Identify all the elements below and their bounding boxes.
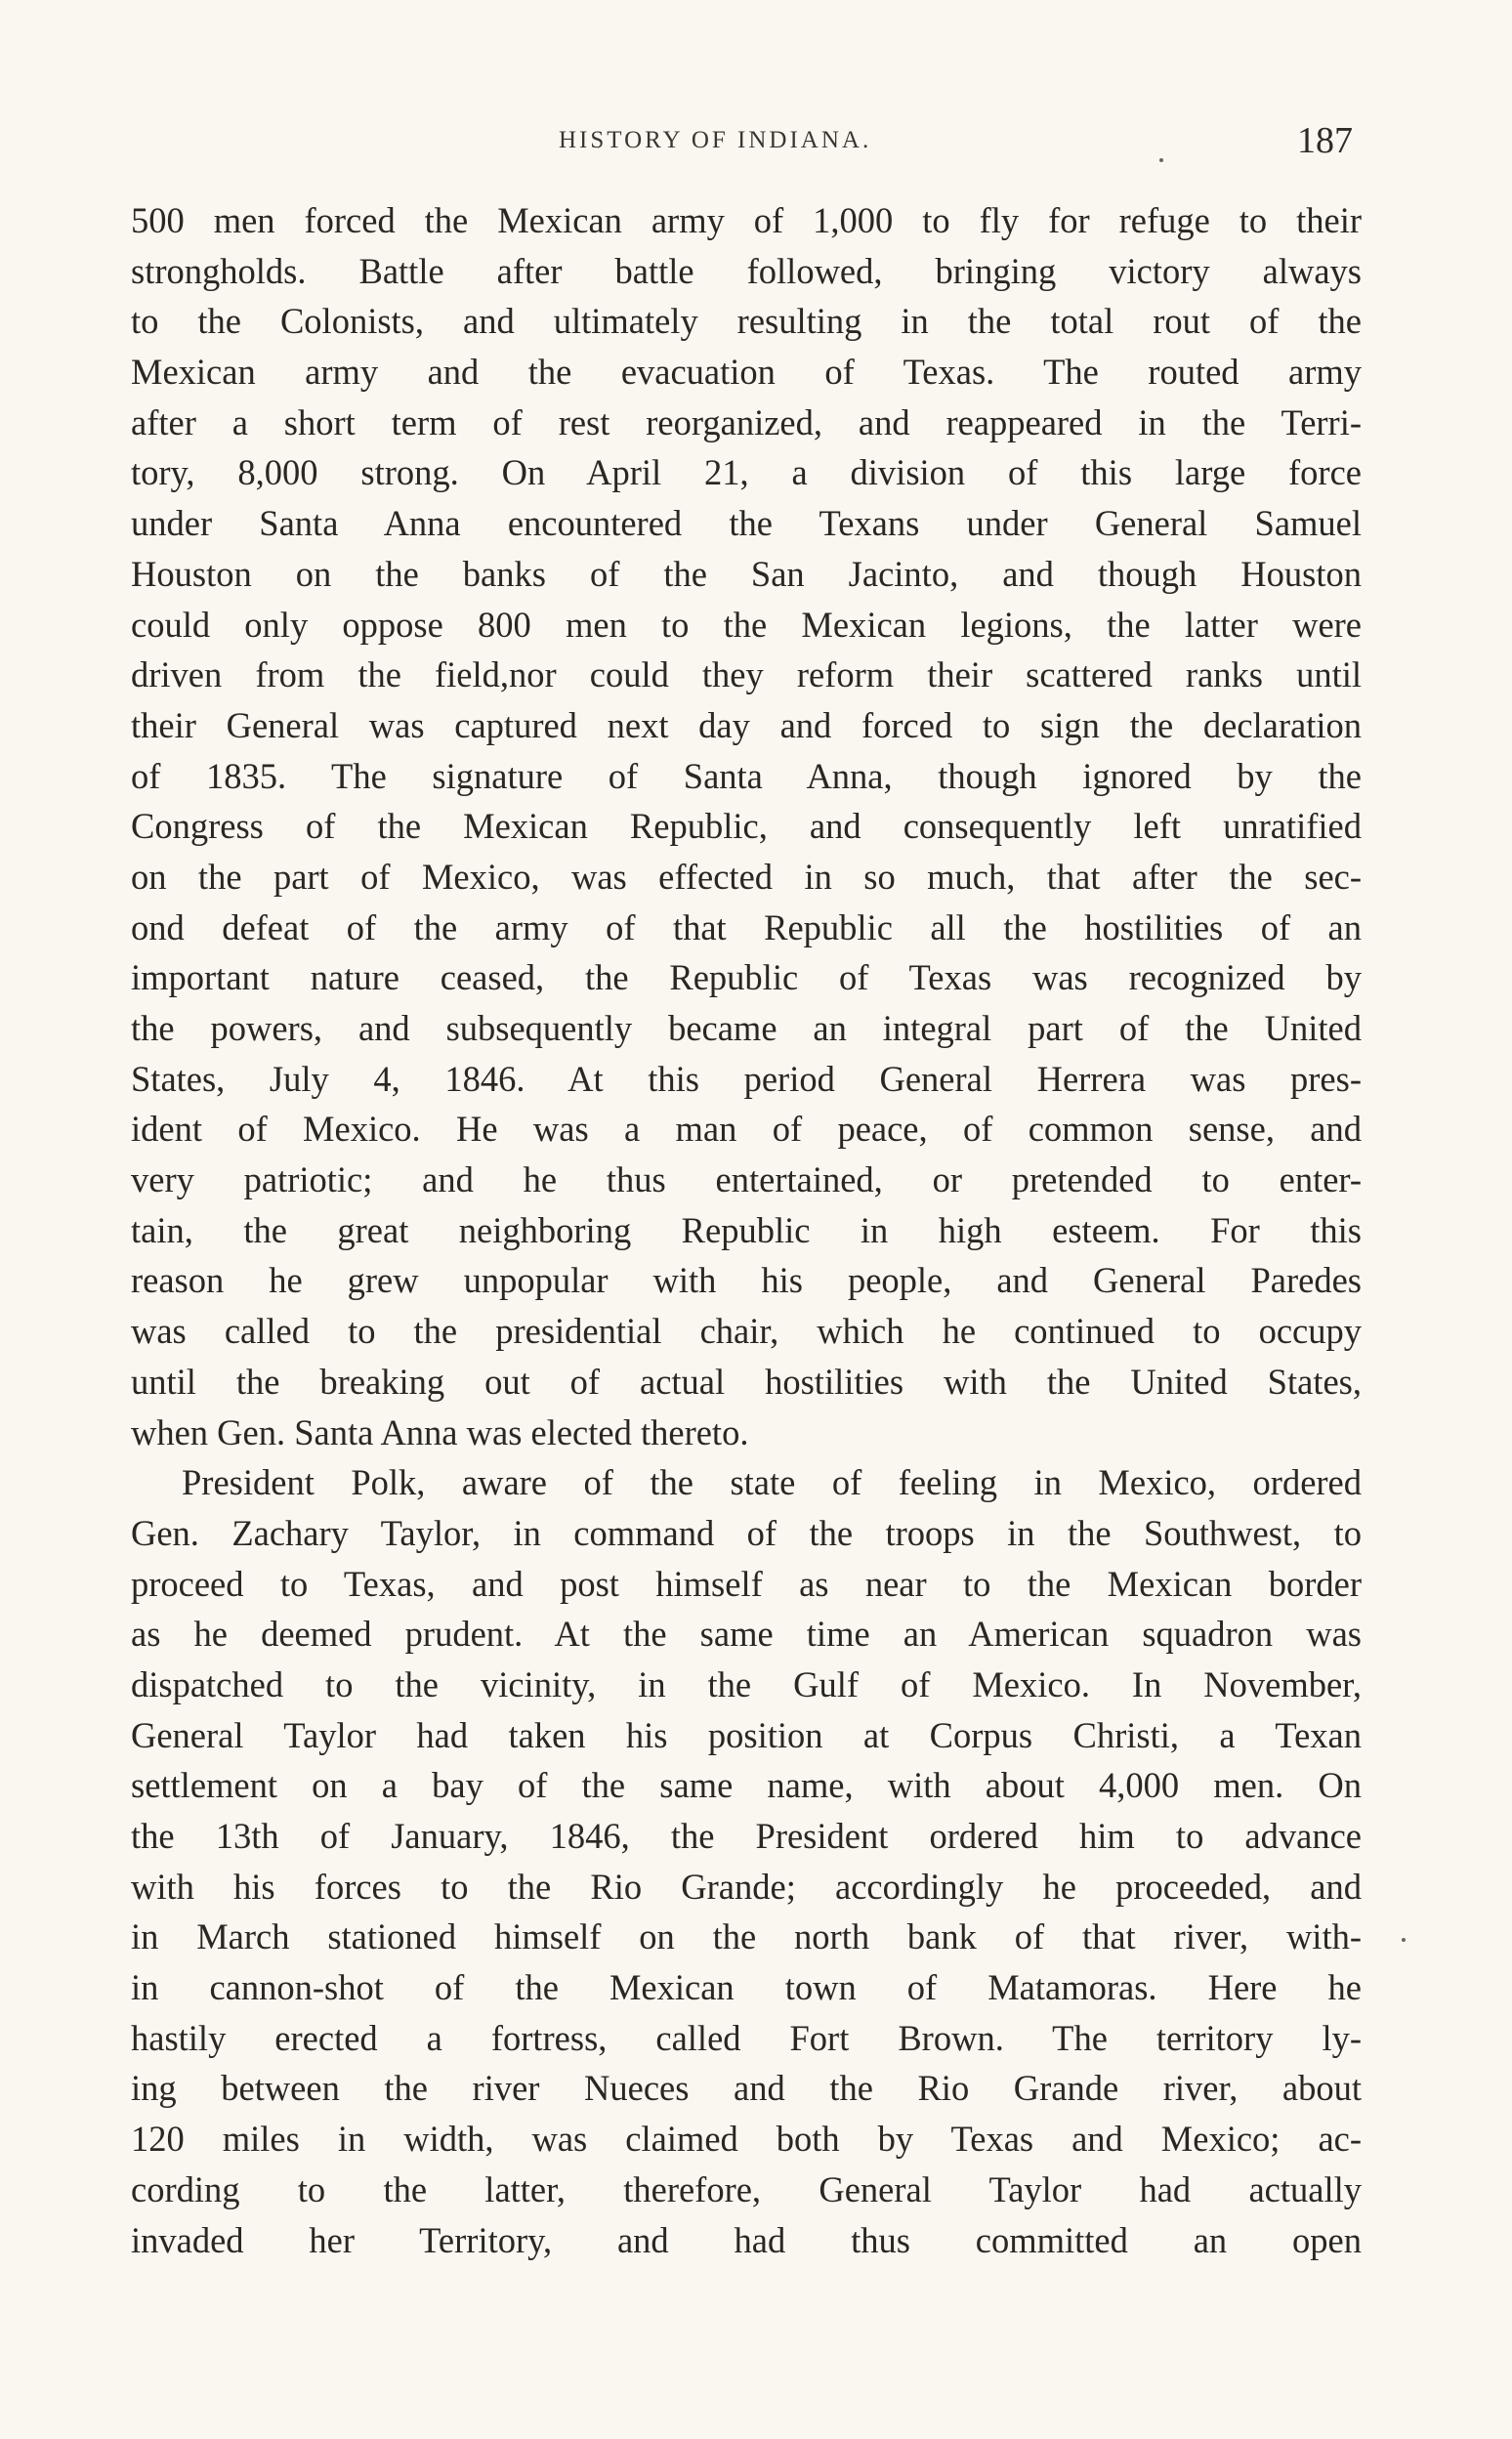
text-line: important nature ceased, the Republic of Texas was recognized by	[131, 957, 1362, 998]
text-line: hastily erected a fortress, called Fort Brown. The territory ly-	[131, 2017, 1362, 2058]
text-line: proceed to Texas, and post himself as near to the Mexican border	[131, 1563, 1362, 1604]
text-line: tain, the great neighboring Republic in high esteem. For this	[131, 1209, 1362, 1250]
text-line: to the Colonists, and ultimately resulting in the total rout of the	[131, 301, 1362, 342]
page-number: 187	[1297, 120, 1353, 161]
text-line: was called to the presidential chair, which he continued to occupy	[131, 1311, 1362, 1352]
text-line: Mexican army and the evacuation of Texas. The routed army	[131, 352, 1362, 393]
text-line: the powers, and subsequently became an integral part of the United	[131, 1008, 1362, 1048]
text-line: tory, 8,000 strong. On April 21, a division of this large force	[131, 452, 1362, 493]
print-speck	[1402, 1938, 1406, 1942]
running-title: HISTORY OF INDIANA.	[559, 127, 872, 153]
text-line: their General was captured next day and forced to sign the declaration	[131, 704, 1362, 745]
text-line: driven from the field,nor could they reform their scattered ranks until	[131, 654, 1362, 695]
text-line: President Polk, aware of the state of feeling in Mexico, ordered	[182, 1462, 1362, 1503]
text-line: with his forces to the Rio Grande; accordingly he proceeded, and	[131, 1866, 1362, 1907]
text-line: settlement on a bay of the same name, with about 4,000 men. On	[131, 1765, 1362, 1806]
text-line: 500 men forced the Mexican army of 1,000 to fly for refuge to their	[131, 200, 1362, 240]
text-line: after a short term of rest reorganized, and reappeared in the Terri-	[131, 401, 1362, 442]
text-line: in March stationed himself on the north bank of that river, with-	[131, 1916, 1362, 1957]
text-line: until the breaking out of actual hostilities with the United States,	[131, 1361, 1362, 1402]
text-line: under Santa Anna encountered the Texans under General Samuel	[131, 503, 1362, 544]
text-line: States, July 4, 1846. At this period General Herrera was pres-	[131, 1058, 1362, 1099]
text-line: ident of Mexico. He was a man of peace, of common sense, and	[131, 1109, 1362, 1150]
text-line: Gen. Zachary Taylor, in command of the troops in the Southwest, to	[131, 1512, 1362, 1553]
text-line: cording to the latter, therefore, General Taylor had actually	[131, 2168, 1362, 2209]
text-line: the 13th of January, 1846, the President ordered him to advance	[131, 1816, 1362, 1856]
text-line: as he deemed prudent. At the same time an American squadron was	[131, 1614, 1362, 1655]
text-line: Houston on the banks of the San Jacinto, and though Houston	[131, 553, 1362, 594]
body-text	[131, 195, 1362, 2265]
text-line: in cannon-shot of the Mexican town of Matamoras. Here he	[131, 1967, 1362, 2008]
text-line: when Gen. Santa Anna was elected thereto.	[131, 1411, 749, 1452]
text-line: strongholds. Battle after battle followed, bringing victory always	[131, 250, 1362, 291]
text-line: dispatched to the vicinity, in the Gulf of Mexico. In November,	[131, 1663, 1362, 1704]
text-line: on the part of Mexico, was effected in so much, that after the sec-	[131, 856, 1362, 897]
text-line: ond defeat of the army of that Republic all the hostilities of an	[131, 906, 1362, 947]
text-line: invaded her Territory, and had thus committed an open	[131, 2219, 1362, 2260]
text-line: General Taylor had taken his position at Corpus Christi, a Texan	[131, 1714, 1362, 1755]
text-line: could only oppose 800 men to the Mexican legions, the latter were	[131, 604, 1362, 645]
text-line: ing between the river Nueces and the Rio Grande river, about	[131, 2068, 1362, 2109]
page-header	[0, 119, 1512, 168]
text-line: 120 miles in width, was claimed both by Texas and Mexico; ac-	[131, 2119, 1362, 2160]
text-line: very patriotic; and he thus entertained, or pretended to enter-	[131, 1159, 1362, 1200]
text-line: of 1835. The signature of Santa Anna, though ignored by the	[131, 755, 1362, 796]
print-speck	[1159, 158, 1163, 162]
text-line: reason he grew unpopular with his people, and General Paredes	[131, 1260, 1362, 1301]
text-line: Congress of the Mexican Republic, and consequently left unratified	[131, 806, 1362, 847]
